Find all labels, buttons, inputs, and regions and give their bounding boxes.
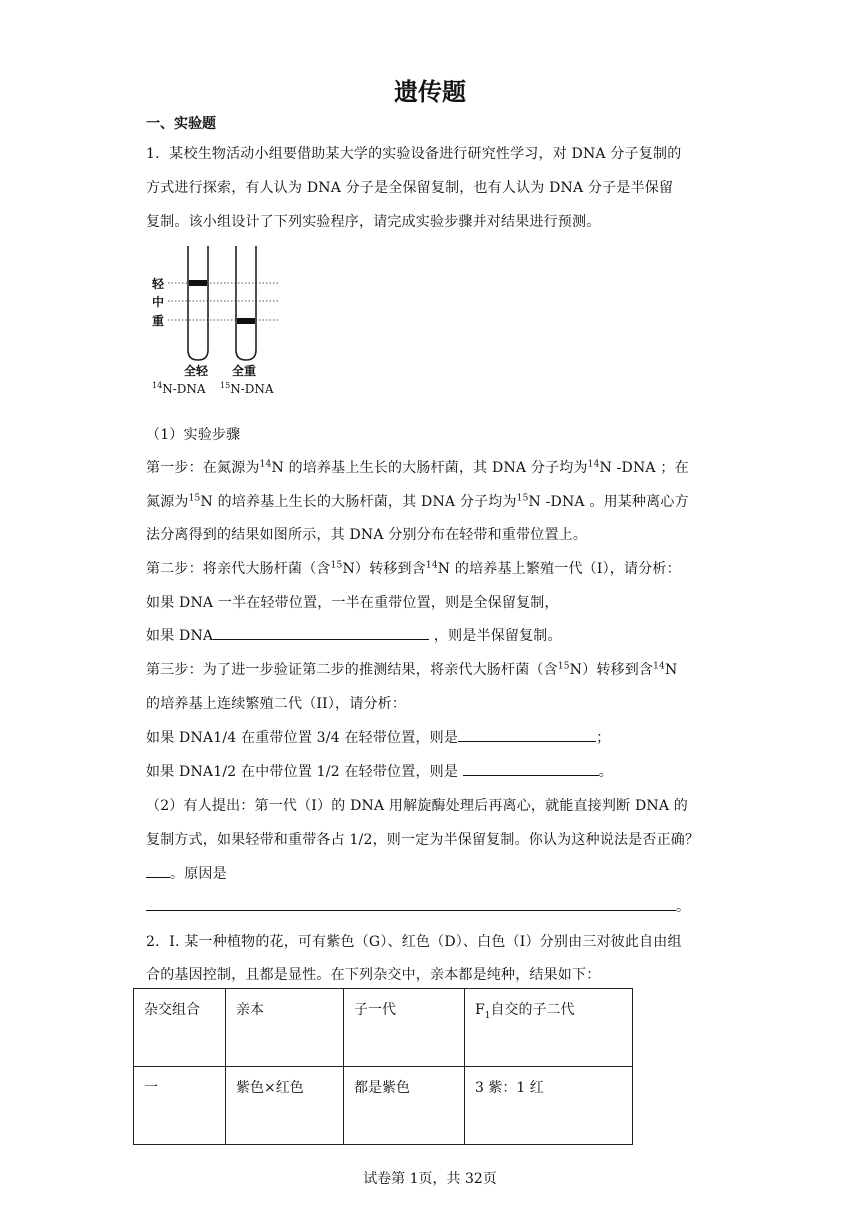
step2-line2: 如果 DNA 一半在轻带位置，一半在重带位置，则是全保留复制， (146, 595, 559, 611)
table-header: 子一代 (344, 989, 465, 1067)
centrifuge-figure (148, 242, 288, 402)
table-cell: 3 紫：1 红 (465, 1067, 633, 1145)
sub2-line2: 复制方式，如果轻带和重带各占 1/2，则一定为半保留复制。你认为这种说法是否正确？ (146, 832, 700, 848)
step3-line4: 如果 DNA1/2 在中带位置 1/2 在轻带位置，则是 。 (146, 761, 613, 781)
table-header-row (134, 989, 633, 1067)
tube-light (188, 246, 208, 360)
answer-blank-3[interactable] (463, 761, 599, 776)
step3-line2: 的培养基上连续繁殖二代（II），请分析： (146, 696, 407, 712)
q2-line2: 合的基因控制，且都是显性。在下列杂交中，亲本都是纯种，结果如下： (146, 967, 601, 983)
answer-blank-2[interactable] (458, 727, 596, 742)
sub2-line1: （2）有人提出：第一代（I）的 DNA 用解旋酶处理后再离心，就能直接判断 DNA 的 (146, 798, 689, 814)
step3-line1: 第三步：为了进一步验证第二步的推测结果，将亲代大肠杆菌（含$^{15}$N）转移到含$^{14}$N (146, 661, 678, 678)
table-cell: 都是紫色 (344, 1067, 465, 1145)
table-header: $F_1$自交的子二代 (465, 989, 633, 1067)
table-cell: 一 (134, 1067, 226, 1145)
band-light (189, 280, 207, 286)
tube-heavy (236, 246, 256, 360)
section-heading: 一、实验题 (146, 116, 216, 132)
page-footer: 试卷第 1页，共 32页 (363, 1171, 497, 1187)
step2-line3: 如果 DNA ，则是半保留复制。 (146, 625, 562, 645)
table-cell: 紫色×红色 (226, 1067, 344, 1145)
step2-line1: 第二步：将亲代大肠杆菌（含$^{15}$N）转移到含$^{14}$N 的培养基上繁殖一代（I），请分析： (146, 560, 681, 577)
tube2-label: 全重 (232, 364, 257, 378)
table-header: 杂交组合 (134, 989, 226, 1067)
step3-line3: 如果 DNA1/4 在重带位置 3/4 在轻带位置，则是 ； (146, 727, 610, 747)
cross-table (133, 988, 633, 1145)
svg-text:15N-DNA: $^{15}$N-DNA (220, 381, 274, 396)
q1-line1: 1．某校生物活动小组要借助某大学的实验设备进行研究性学习，对 DNA 分子复制的 (146, 146, 682, 162)
svg-text:14N-DNA: $^{14}$N-DNA (152, 381, 206, 396)
step1-line3: 法分离得到的结果如图所示，其 DNA 分别分布在轻带和重带位置上。 (146, 527, 588, 543)
label-heavy: 重 (152, 314, 165, 328)
sub2-line4: 。 (146, 896, 690, 916)
answer-blank-5[interactable] (146, 896, 676, 911)
step1-line1: 第一步：在氮源为$^{14}$N 的培养基上生长的大肠杆菌，其 DNA 分子均为$^{14}$N -DNA ；在 (146, 459, 689, 476)
label-light: 轻 (152, 277, 165, 291)
q2-line1: 2．I. 某一种植物的花，可有紫色（G）、红色（D）、白色（I）分别由三对彼此自由组 (146, 934, 682, 950)
answer-blank-4[interactable] (146, 863, 170, 878)
table-row (134, 1067, 633, 1145)
sub-question-1: （1）实验步骤 (146, 427, 241, 443)
table-header: 亲本 (226, 989, 344, 1067)
band-heavy (237, 318, 255, 324)
answer-blank-1[interactable] (213, 625, 429, 640)
tube1-label: 全轻 (184, 364, 209, 378)
q1-line3: 复制。该小组设计了下列实验程序，请完成实验步骤并对结果进行预测。 (146, 214, 601, 230)
q1-line2: 方式进行探索，有人认为 DNA 分子是全保留复制，也有人认为 DNA 分子是半保留 (146, 180, 674, 196)
page-title: 遗传题 (394, 78, 466, 106)
sub2-line3: 。原因是 (146, 863, 227, 883)
step1-line2: 氮源为$^{15}$N 的培养基上生长的大肠杆菌，其 DNA 分子均为$^{15}$N -DNA 。用某种离心方 (146, 493, 689, 510)
label-middle: 中 (152, 295, 165, 309)
